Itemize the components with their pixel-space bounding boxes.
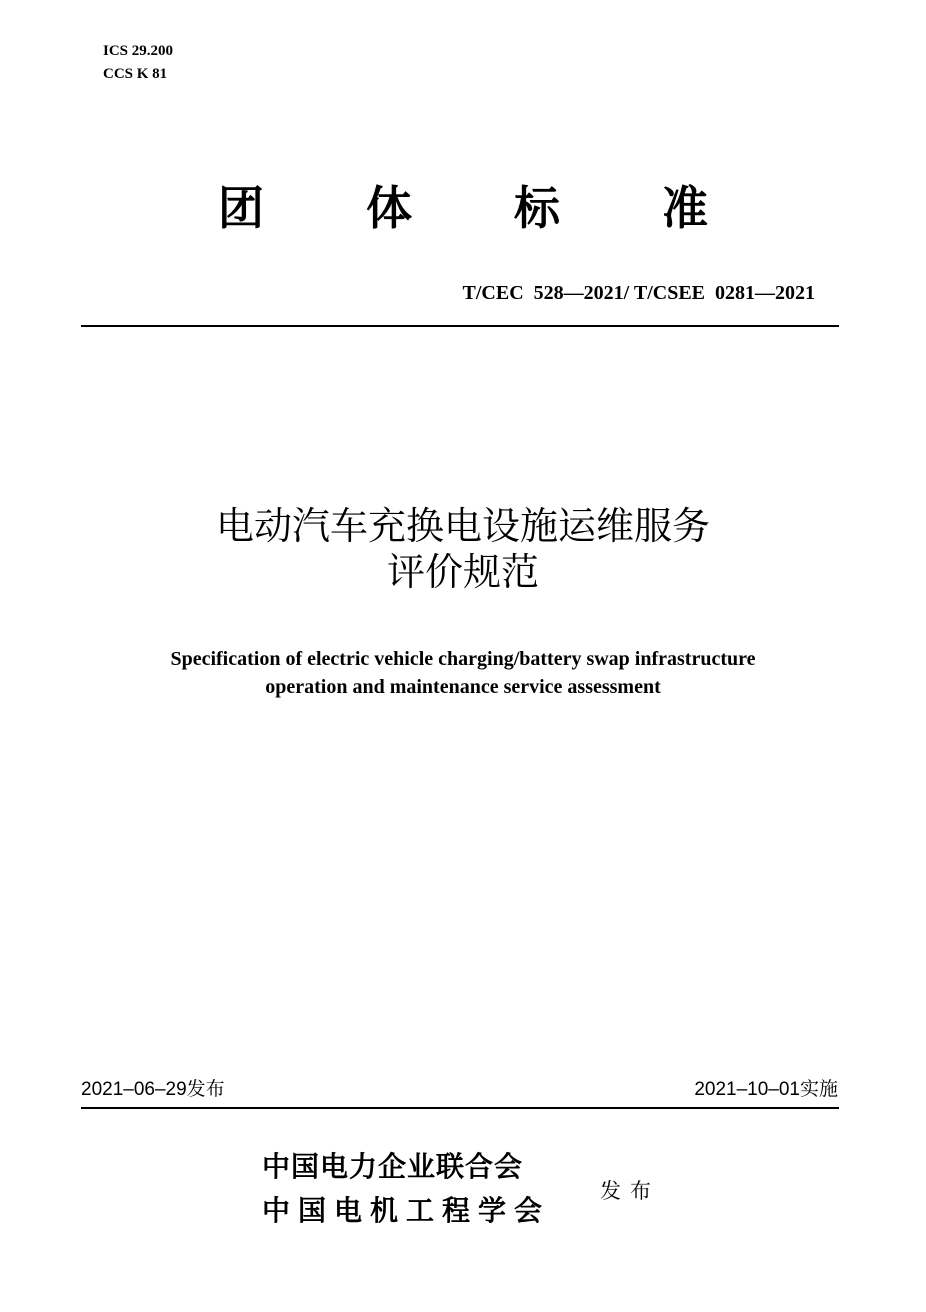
issue-date: 2021–06–29发布	[81, 1079, 225, 1100]
ics-code: ICS 29.200	[103, 43, 174, 59]
standard-type-char: 体	[366, 181, 412, 235]
english-title-line-2: operation and maintenance service assessment	[265, 676, 661, 698]
publisher-organizations	[262, 1145, 550, 1233]
ccs-code: CCS K 81	[103, 66, 168, 82]
publish-label: 发布	[600, 1179, 660, 1203]
english-title-line-1: Specification of electric vehicle charging/battery swap infrastructure	[170, 648, 756, 670]
footer-divider	[81, 1107, 839, 1109]
header-divider	[81, 325, 839, 327]
standard-type-char: 团	[218, 181, 264, 235]
classification-codes	[103, 40, 173, 86]
standard-number: T/CEC 528—2021/ T/CSEE 0281—2021	[462, 282, 815, 304]
chinese-title	[0, 503, 926, 595]
standard-type-char: 准	[662, 181, 708, 235]
english-title	[0, 645, 926, 701]
standard-type-heading	[0, 180, 926, 236]
publisher-org-2: 中国电机工程学会	[262, 1194, 551, 1227]
implementation-date: 2021–10–01实施	[694, 1079, 838, 1100]
chinese-title-line-1: 电动汽车充换电设施运维服务	[215, 504, 710, 548]
chinese-title-line-2: 评价规范	[386, 550, 539, 594]
publisher-org-1: 中国电力企业联合会	[262, 1150, 524, 1183]
standard-type-char: 标	[514, 181, 560, 235]
